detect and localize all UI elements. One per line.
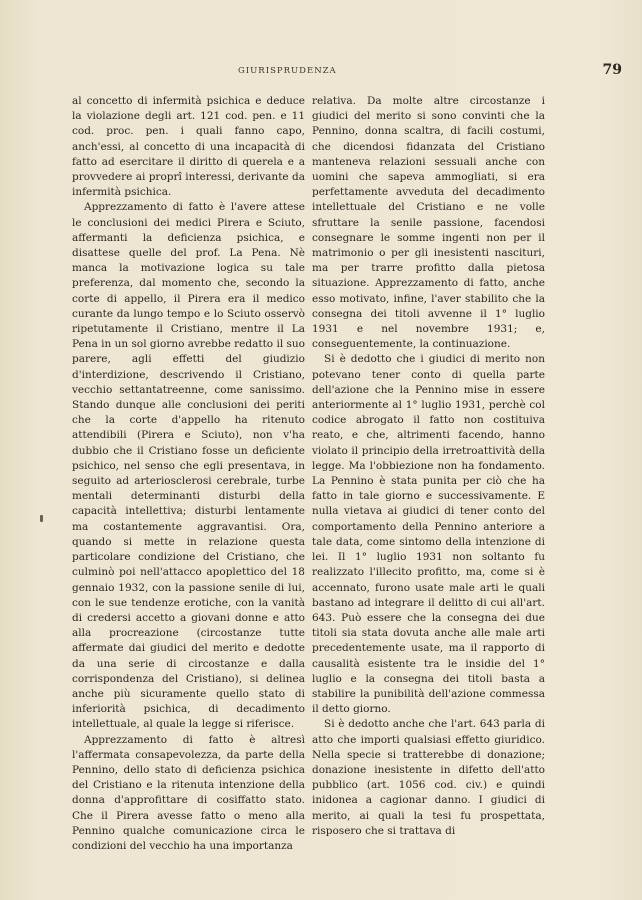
paragraph: relativa. Da molte altre circostanze i giudici del merito si sono convinti che la Pennino, donna scaltra, di facili costumi, che dicendosi fidanzata del Cristiano manteneva relazioni sessuali anche con uomini che sapeva ammogliati, si era perfettamente avveduta del decadimento intellettuale del Cristiano e ne volle sfruttare la senile passione, facendosi consegnare le somme ingenti non per il matrimonio o per gli inesistenti nascituri, ma per trarre profitto dalla pietosa situazione. Apprezzamento di fatto, anche esso motivato, infine, l'aver stabilito che la consegna dei titoli avvenne il 1° luglio 1931 e nel novembre 1931; e, conseguentemente, la continuazione. [312,95,545,351]
paragraph: Si è dedotto anche che l'art. 643 parla di atto che importi qualsiasi effetto giuridico. Nella specie si tratterebbe di donazione; donazione inesistente in difetto dell'atto pubblico (art. 1056 cod. civ.) e quindi inidonea a cagionar danno. I giudici di merito, ai quali la tesi fu prospettata, risposero che si trattava di [312,718,545,837]
left-column [72,94,305,854]
paragraph: al concetto di infermità psichica e deduce la violazione degli art. 121 cod. pen. e 11 cod. proc. pen. i quali fanno capo, anch'essi, al concetto di una incapacità di fatto ad esercitare il diritto di querela e a provvedere ai proprî interessi, derivante da infermità psichica. [72,95,305,199]
paragraph: Apprezzamento di fatto è altresì l'affermata consapevolezza, da parte della Pennino, dello stato di deficienza psichica del Cristiano e la ritenuta intenzione della donna d'approfittare di cosiffatto stato. Che il Pirera avesse fatto o meno alla Pennino qualche comunicazione circa le condizioni del vecchio ha una importanza [72,733,305,852]
paragraph: Si è dedotto che i giudici di merito non potevano tener conto di quella parte dell'azione che la Pennino mise in essere anteriormente al 1° luglio 1931, perchè col codice abrogato il fatto non costituiva reato, e che, altrimenti facendo, hanno violato il principio della irretroattività della legge. Ma l'obbiezione non ha fondamento. La Pennino è stata punita per ciò che ha fatto in tale giorno e successivamente. E nulla vietava ai giudici di tener conto del comportamento della Pennino anteriore a tale data, come sintomo della intenzione di lei. Il 1° luglio 1931 non soltanto fu realizzato l'illecito profitto, ma, come si è accennato, furono usate male arti le quali bastano ad integrare il delitto di cui all'art. 643. Può essere che la consegna dei due titoli sia stata dovuta anche alle male arti precedentemente usate, ma il rapporto di causalità esistente tra le insidie del 1° luglio e la consegna dei titoli basta a stabilire la punibilità dell'azione commessa il detto giorno. [312,353,545,716]
page-number: 79 [602,62,622,78]
right-column [312,94,545,839]
paragraph: Apprezzamento di fatto è l'avere attese le conclusioni dei medici Pirera e Sciuto, affermanti la deficienza psichica, e disattese quelle del prof. La Pena. Nè manca la motivazione logica su tale preferenza, dal momento che, secondo la corte di appello, il Pirera era il medico curante da lungo tempo e lo Sciuto osservò ripetutamente il Cristiano, mentre il La Pena in un sol giorno avrebbe redatto il suo parere, agli effetti del giudizio d'interdizione, descrivendo il Cristiano, vecchio settantatreenne, come sanissimo. Stando dunque alle conclusioni dei periti che la corte d'appello ha ritenuto attendibili (Pirera e Sciuto), non v'ha dubbio che il Cristiano fosse un deficiente psichico, nel senso che egli presentava, in seguito ad arteriosclerosi cerebrale, turbe mentali determinanti disturbi della capacità intellettiva; disturbi lentamente ma costantemente aggravantisi. Ora, quando si mette in relazione questa particolare condizione del Cristiano, che culminò poi nell'attacco apoplettico del 18 gennaio 1932, con la passione senile di lui, con le sue tendenze erotiche, con la vanità di credersi accetto a giovani donne e atto alla procreazione (circostanze tutte affermate dai giudici del merito e dedotte da una serie di circostanze e dalla corrispondenza del Cristiano), si delinea anche più sicuramente quello stato di inferiorità psichica, di decadimento intellettuale, al quale la legge si riferisce. [72,201,305,731]
margin-mark [40,515,43,522]
running-title: GIURISPRUDENZA [238,66,337,76]
page-header [70,62,622,82]
